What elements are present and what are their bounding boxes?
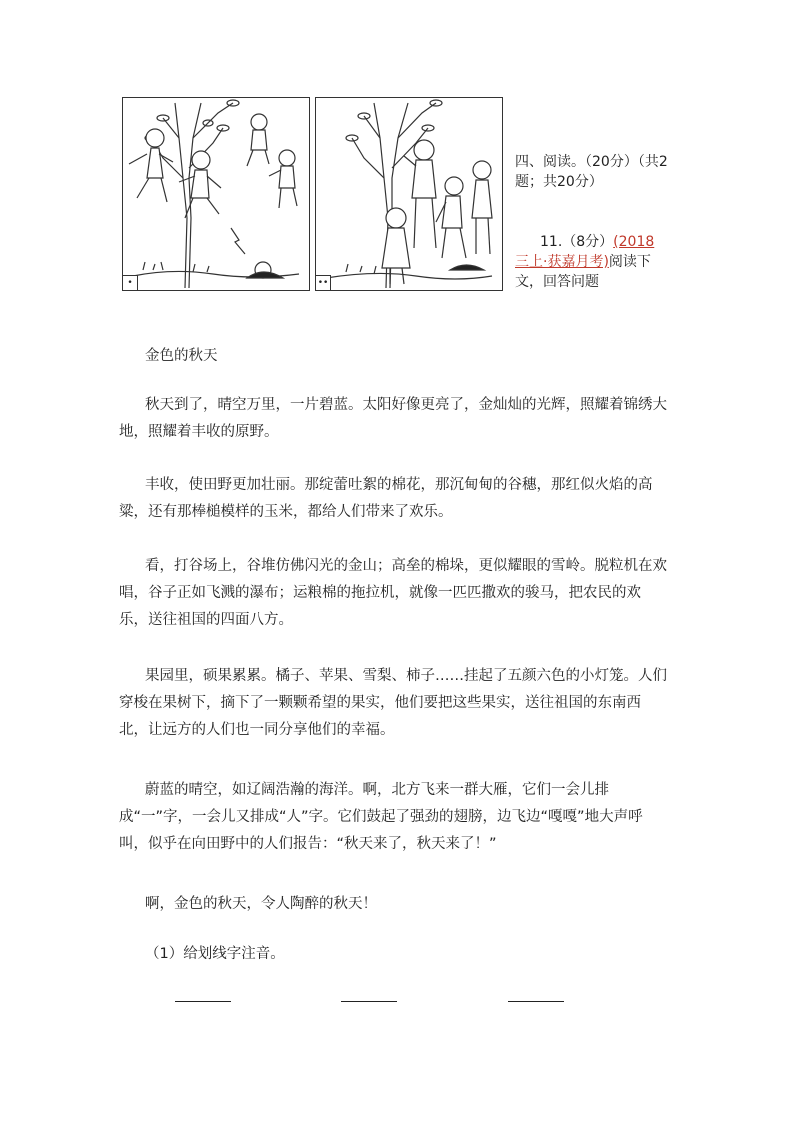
passage-paragraph-4: 果园里，硕果累累。橘子、苹果、雪梨、柿子……挂起了五颜六色的小灯笼。人们穿梭在果树下，摘下了一颗颗希望的果实，他们要把这些果实，送往祖国的东南西北，让远方的人们也一同分享他们的幸福。 (119, 668, 667, 738)
passage-title: 金色的秋天 (145, 348, 218, 364)
passage-paragraph-6: 啊，金色的秋天，令人陶醉的秋天！ (145, 896, 377, 912)
panel-number-1: • (123, 275, 138, 290)
question-number: 11.（8分） (540, 234, 614, 250)
comic-panel-1 (122, 97, 310, 291)
passage-paragraph-2: 丰收，使田野更加壮丽。那绽蕾吐絮的棉花，那沉甸甸的谷穗，那红似火焰的高粱，还有那棒槌模样的玉米，都给人们带来了欢乐。 (119, 477, 653, 520)
comic-panel-2 (315, 97, 503, 291)
comic-illustration-1 (123, 98, 309, 290)
passage-paragraph-1: 秋天到了，晴空万里，一片碧蓝。太阳好像更亮了，金灿灿的光辉，照耀着锦绣大地，照耀着丰收的原野。 (119, 397, 667, 440)
panel-number-2: •• (316, 275, 331, 290)
section-heading: 四、阅读。（20分）（共2题；共20分） (515, 154, 668, 190)
passage-paragraph-3: 看，打谷场上，谷堆仿佛闪光的金山；高垒的棉垛，更似耀眼的雪岭。脱粒机在欢唱，谷子正如飞溅的瀑布；运粮棉的拖拉机，就像一匹匹撒欢的骏马，把农民的欢乐，送往祖国的四面八方。 (119, 558, 667, 628)
sub-question-1: （1）给划线字注音。 (145, 946, 285, 962)
answer-blank-1[interactable] (175, 1001, 231, 1002)
answer-blank-2[interactable] (341, 1001, 397, 1002)
question-instruction: 阅读下文，回答问题 (515, 254, 651, 290)
answer-blank-3[interactable] (508, 1001, 564, 1002)
question-source-link[interactable]: (2018三上·获嘉月考) (515, 234, 655, 270)
passage-paragraph-5: 蔚蓝的晴空，如辽阔浩瀚的海洋。啊，北方飞来一群大雁，它们一会儿排成“一”字，一会儿又排成“人”字。它们鼓起了强劲的翅膀，边飞边“嘎嘎”地大声呼叫，似乎在向田野中的人们报告：“秋天来了，秋天来了！” (119, 782, 643, 852)
comic-illustration-2 (316, 98, 502, 290)
question-11 (515, 232, 667, 292)
